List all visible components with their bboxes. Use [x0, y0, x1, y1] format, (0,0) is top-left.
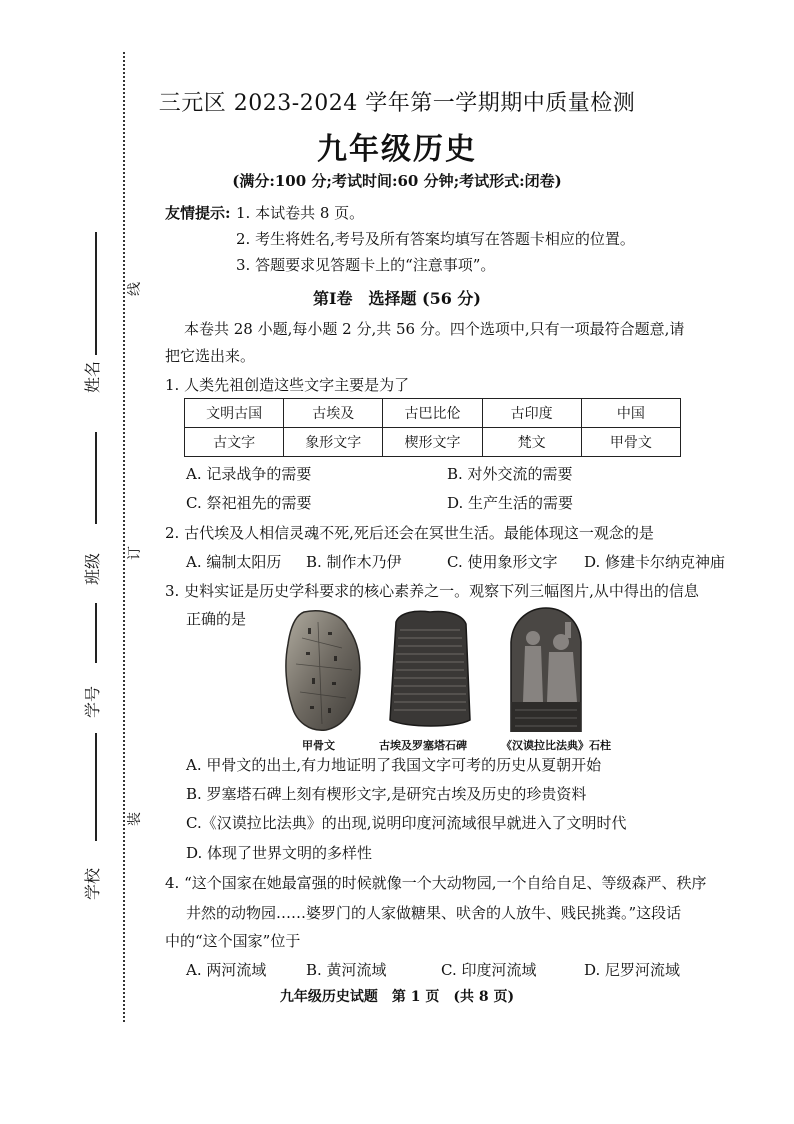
q4-stem-1: 4. “这个国家在她最富强的时候就像一个大动物园,一个自给自足、等级森严、秩序	[165, 874, 707, 892]
hammurabi-stele-image	[505, 606, 587, 732]
student-id-field-line[interactable]	[95, 733, 97, 841]
tips-label: 友情提示:	[165, 204, 231, 222]
q4-option-c[interactable]: C. 印度河流域	[441, 961, 537, 979]
q3-option-c[interactable]: C.《汉谟拉比法典》的出现,说明印度河流域很早就进入了文明时代	[186, 814, 627, 832]
q2-option-b[interactable]: B. 制作木乃伊	[306, 553, 402, 571]
table-cell: 楔形文字	[383, 428, 482, 457]
q1-option-a[interactable]: A. 记录战争的需要	[186, 465, 312, 483]
q3-option-d[interactable]: D. 体现了世界文明的多样性	[186, 844, 373, 862]
table-cell: 象形文字	[284, 428, 383, 457]
rosetta-stone-image	[386, 608, 472, 730]
section-title: 第Ⅰ卷 选择题 (56 分)	[312, 289, 482, 308]
page-footer: 九年级历史试题 第 1 页 (共 8 页)	[279, 989, 515, 1005]
table-cell: 中国	[581, 399, 680, 428]
binding-mark-bind: 订	[127, 546, 143, 560]
q3-stem-1: 3. 史料实证是历史学科要求的核心素养之一。观察下列三幅图片,从中得出的信息	[165, 582, 699, 600]
tip-item-3: 3. 答题要求见答题卡上的“注意事项”。	[236, 256, 496, 274]
q2-stem: 2. 古代埃及人相信灵魂不死,死后还会在冥世生活。最能体现这一观念的是	[165, 524, 654, 542]
q3-stem-2: 正确的是	[186, 610, 247, 628]
student-id-label: 学号	[83, 685, 102, 718]
q1-option-d[interactable]: D. 生产生活的需要	[447, 494, 574, 512]
caption-rosetta-stone: 古埃及罗塞塔石碑	[379, 739, 467, 752]
q4-stem-2: 井然的动物园……婆罗门的人家做糖果、吠舍的人放牛、贱民挑粪。”这段话	[186, 904, 682, 922]
table-row	[185, 399, 681, 428]
binding-mark-pack: 装	[127, 812, 143, 826]
q4-option-d[interactable]: D. 尼罗河流域	[584, 961, 681, 979]
exam-title: 三元区 2023-2024 学年第一学期期中质量检测	[158, 91, 636, 116]
table-cell: 古埃及	[284, 399, 383, 428]
subject-title: 九年级历史	[317, 132, 477, 167]
q1-option-c[interactable]: C. 祭祀祖先的需要	[186, 494, 312, 512]
table-cell: 古巴比伦	[383, 399, 482, 428]
school-label: 学校	[83, 867, 102, 900]
tip-item-1: 1. 本试卷共 8 页。	[236, 204, 365, 222]
caption-oracle-bone: 甲骨文	[302, 739, 335, 752]
table-cell: 甲骨文	[581, 428, 680, 457]
section-instructions-1: 本卷共 28 小题,每小题 2 分,共 56 分。四个选项中,只有一项最符合题意,请	[184, 320, 685, 338]
q1-stem: 1. 人类先祖创造这些文字主要是为了	[165, 376, 410, 394]
q4-stem-3: 中的“这个国家”位于	[165, 932, 301, 950]
q3-option-b[interactable]: B. 罗塞塔石碑上刻有楔形文字,是研究古埃及历史的珍贵资料	[186, 785, 587, 803]
school-spacer	[95, 840, 97, 846]
class-label: 班级	[83, 552, 102, 585]
name-label: 姓名	[83, 360, 102, 393]
table-cell: 文明古国	[185, 399, 284, 428]
class-field-line[interactable]	[95, 603, 97, 663]
table-cell: 古文字	[185, 428, 284, 457]
binding-mark-line: 线	[127, 282, 143, 296]
q2-option-c[interactable]: C. 使用象形文字	[447, 553, 558, 571]
table-cell: 古印度	[482, 399, 581, 428]
q4-option-b[interactable]: B. 黄河流域	[306, 961, 387, 979]
binding-dotted-line	[123, 52, 125, 1022]
exam-info: (满分:100 分;考试时间:60 分钟;考试形式:闭卷)	[232, 172, 562, 190]
caption-hammurabi-stele: 《汉谟拉比法典》石柱	[501, 739, 611, 752]
name-field-line-2[interactable]	[95, 432, 97, 524]
q2-option-d[interactable]: D. 修建卡尔纳克神庙	[584, 553, 726, 571]
section-instructions-2: 把它选出来。	[165, 347, 256, 365]
tip-item-2: 2. 考生将姓名,考号及所有答案均填写在答题卡相应的位置。	[236, 230, 635, 248]
q4-option-a[interactable]: A. 两河流域	[186, 961, 267, 979]
q1-option-b[interactable]: B. 对外交流的需要	[447, 465, 573, 483]
q2-option-a[interactable]: A. 编制太阳历	[186, 553, 282, 571]
q1-table	[184, 398, 681, 457]
table-cell: 梵文	[482, 428, 581, 457]
oracle-bone-image	[282, 608, 364, 732]
table-row	[185, 428, 681, 457]
q3-option-a[interactable]: A. 甲骨文的出土,有力地证明了我国文字可考的历史从夏朝开始	[186, 756, 602, 774]
